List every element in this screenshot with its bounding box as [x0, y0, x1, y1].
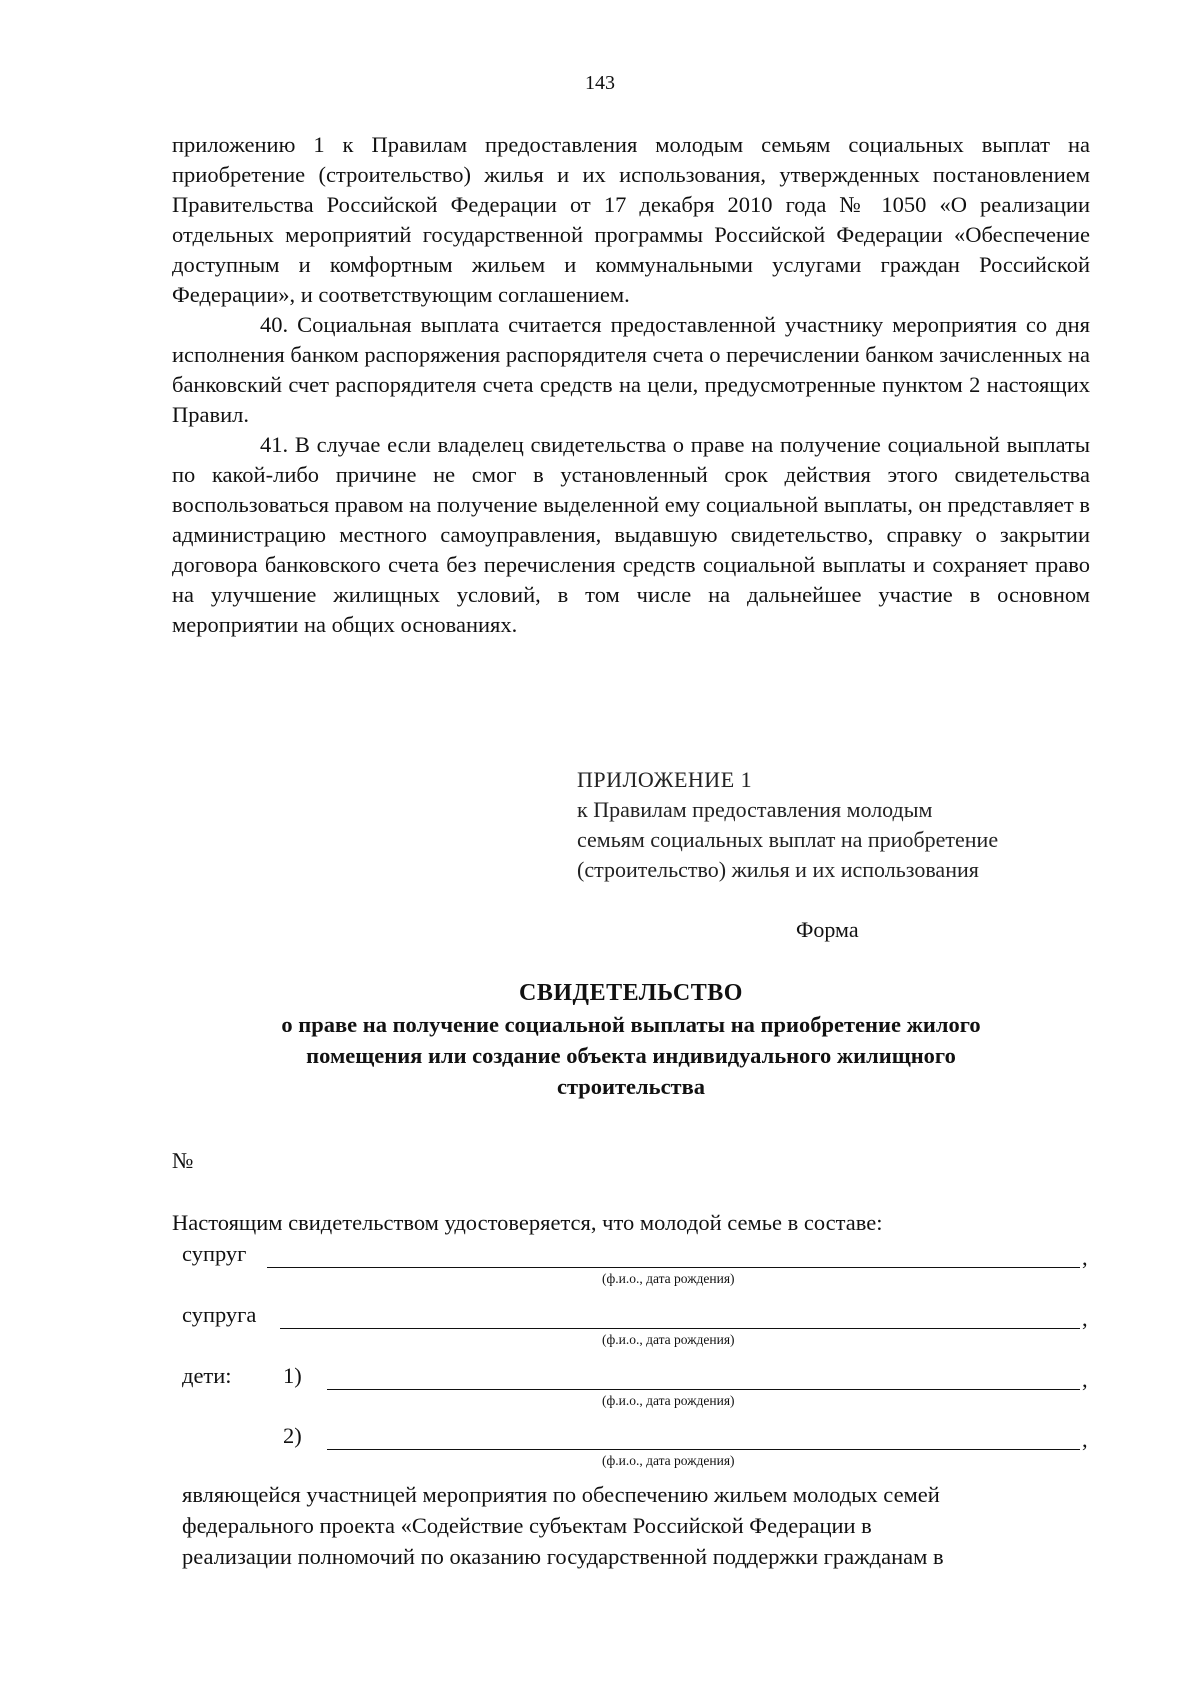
certificate-heading [172, 978, 1090, 1102]
spouse-female-label: супруга [182, 1302, 257, 1327]
appendix-line-1: к Правилам предоставления молодым [577, 797, 933, 822]
paragraph-41: 41. В случае если владелец свидетельства о праве на получение социальной выплаты по какой-либо причине не смог в установленный срок действия этого свидетельства воспользоваться правом на получение выделенной ему социальной выплаты, он представляет в администрацию местного самоуправления, выдавшую свидетельство, справку о закрытии договора банковского счета без перечисления средств социальной выплаты и сохраняет право на улучшение жилищных условий, в том числе на дальнейшее участие в основном мероприятии на общих основаниях. [172, 432, 1090, 637]
page-number: 143 [585, 72, 615, 94]
appendix-line-2: семьям социальных выплат на приобретение [577, 827, 999, 852]
appendix-header [577, 765, 1097, 885]
comma: , [1082, 1367, 1088, 1392]
paragraph-40: 40. Социальная выплата считается предоставленной участнику мероприятия со дня исполнения банком распоряжения распорядителя счета о перечислении банком зачисленных на банковский счет распорядителя счета средств на цели, предусмотренные пунктом 2 настоящих Правил. [172, 312, 1090, 427]
body-text [172, 130, 1090, 640]
child-1-label: 1) [283, 1363, 302, 1388]
paragraph-continuation: приложению 1 к Правилам предоставления молодым семьям социальных выплат на приобретение (строительство) жилья и их использования, утвержденных постановлением Правительства Российской Федерации от 17 декабря 2010 года № 1050 «О реализации отдельных мероприятий государственной программы Российской Федерации «Обеспечение доступным и комфортным жильем и коммунальными услугами граждан Российской Федерации», и соответствующим соглашением. [172, 132, 1090, 307]
certificate-subtitle-3: строительства [556, 1074, 706, 1099]
comma: , [1082, 1427, 1088, 1452]
form-label: Форма [796, 917, 859, 942]
closing-line-3: реализации полномочий по оказанию государственной поддержки гражданам в [182, 1544, 944, 1569]
certificate-title: СВИДЕТЕЛЬСТВО [519, 980, 743, 1006]
closing-line-1: являющейся участницей мероприятия по обеспечению жильем молодых семей [182, 1482, 940, 1507]
spouse-male-label: супруг [182, 1241, 247, 1266]
child-2-caption: (ф.и.о., дата рождения) [602, 1453, 735, 1468]
certificate-number-sign: № [172, 1148, 194, 1173]
child-2-line[interactable] [327, 1449, 1080, 1450]
closing-line-2: федерального проекта «Содействие субъектам Российской Федерации в [182, 1513, 872, 1538]
comma: , [1082, 1306, 1088, 1331]
appendix-title: ПРИЛОЖЕНИЕ 1 [577, 767, 753, 792]
child-1-line[interactable] [327, 1389, 1080, 1390]
certificate-intro: Настоящим свидетельством удостоверяется, что молодой семье в составе: [172, 1210, 883, 1235]
appendix-line-3: (строительство) жилья и их использования [577, 857, 979, 882]
spouse-male-caption: (ф.и.о., дата рождения) [602, 1271, 735, 1286]
child-1-caption: (ф.и.о., дата рождения) [602, 1393, 735, 1408]
closing-text [182, 1479, 1090, 1572]
certificate-subtitle-2: помещения или создание объекта индивидуального жилищного [306, 1043, 956, 1068]
certificate-subtitle-1: о праве на получение социальной выплаты на приобретение жилого [281, 1012, 981, 1037]
children-label: дети: [182, 1363, 232, 1388]
comma: , [1082, 1245, 1088, 1270]
spouse-female-caption: (ф.и.о., дата рождения) [602, 1332, 735, 1347]
child-2-label: 2) [283, 1423, 302, 1448]
spouse-male-line[interactable] [267, 1267, 1080, 1268]
spouse-female-line[interactable] [280, 1328, 1080, 1329]
